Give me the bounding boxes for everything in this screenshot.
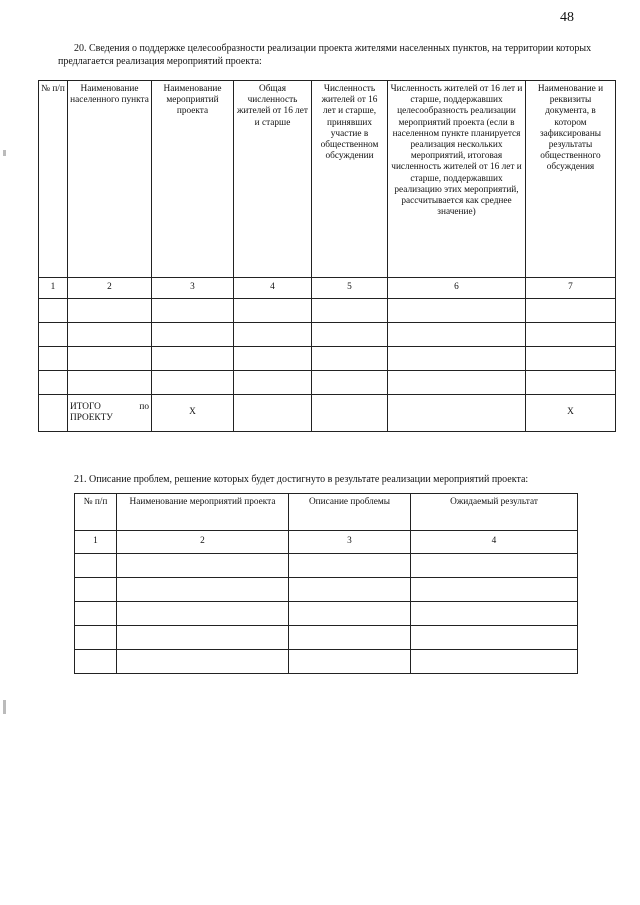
table-cell[interactable] <box>75 626 117 650</box>
section-21-title: 21. Описание проблем, решение которых будет достигнуто в результате реализации мероприятий проекта: <box>74 474 529 485</box>
total-row <box>39 395 616 432</box>
table-header-row <box>39 81 616 278</box>
table-cell[interactable] <box>234 371 312 395</box>
table-cell[interactable] <box>388 299 526 323</box>
col-number: 7 <box>526 278 616 299</box>
table-cell[interactable] <box>39 299 68 323</box>
table-cell[interactable] <box>411 602 578 626</box>
col-number: 1 <box>39 278 68 299</box>
table-cell[interactable] <box>68 371 152 395</box>
table-cell[interactable] <box>411 650 578 674</box>
header-problem: Описание проблемы <box>289 494 411 531</box>
table-cell <box>39 395 68 432</box>
total-label-line2: ПРОЕКТУ <box>70 413 113 423</box>
table-cell[interactable] <box>39 347 68 371</box>
col-number: 6 <box>388 278 526 299</box>
table-cell[interactable] <box>234 299 312 323</box>
col-number: 1 <box>75 531 117 554</box>
table-row <box>39 371 616 395</box>
table-cell[interactable] <box>411 578 578 602</box>
table-cell[interactable] <box>75 578 117 602</box>
table-cell[interactable] <box>234 395 312 432</box>
table-cell[interactable] <box>526 347 616 371</box>
table-cell[interactable] <box>526 299 616 323</box>
header-supporters: Численность жителей от 16 лет и старше, поддержавших целесообразность реализации мероприятий проекта (если в населенном пункте планируется реализация нескольких мероприятий, итоговая численность жителей от 16 лет и старше, поддержавших реализацию этих мероприятий, рассчитывается как среднее значение) <box>388 81 526 278</box>
table-row <box>75 602 578 626</box>
table-cell[interactable] <box>289 626 411 650</box>
support-table <box>38 80 616 432</box>
table-cell[interactable] <box>388 395 526 432</box>
table-cell[interactable] <box>312 299 388 323</box>
total-mark: X <box>526 395 616 432</box>
table-cell[interactable] <box>289 602 411 626</box>
table-cell[interactable] <box>289 578 411 602</box>
table-header-row <box>75 494 578 531</box>
problems-table <box>74 493 578 674</box>
column-number-row <box>75 531 578 554</box>
total-label-preposition: по <box>139 401 149 412</box>
col-number: 5 <box>312 278 388 299</box>
table-cell[interactable] <box>312 347 388 371</box>
table-cell[interactable] <box>411 626 578 650</box>
table-cell[interactable] <box>234 347 312 371</box>
column-number-row <box>39 278 616 299</box>
table-cell[interactable] <box>117 626 289 650</box>
table-cell[interactable] <box>312 371 388 395</box>
header-num: № п/п <box>39 81 68 278</box>
col-number: 4 <box>411 531 578 554</box>
table-row <box>75 578 578 602</box>
total-label <box>68 395 152 432</box>
table-cell[interactable] <box>75 602 117 626</box>
table-cell[interactable] <box>388 371 526 395</box>
table-cell[interactable] <box>289 554 411 578</box>
table-cell[interactable] <box>75 650 117 674</box>
total-mark: X <box>152 395 234 432</box>
table-cell[interactable] <box>39 371 68 395</box>
table-cell[interactable] <box>312 323 388 347</box>
header-settlement: Наименование населенного пункта <box>68 81 152 278</box>
header-document: Наименование и реквизиты документа, в котором зафиксированы результаты общественного обсуждения <box>526 81 616 278</box>
total-label-word: ИТОГО <box>70 401 101 412</box>
table-row <box>75 650 578 674</box>
table-cell[interactable] <box>117 602 289 626</box>
table-cell[interactable] <box>68 323 152 347</box>
table-cell[interactable] <box>388 347 526 371</box>
table-cell[interactable] <box>152 299 234 323</box>
table-cell[interactable] <box>75 554 117 578</box>
table-cell[interactable] <box>152 323 234 347</box>
table-row <box>39 323 616 347</box>
table-cell[interactable] <box>68 299 152 323</box>
table-cell[interactable] <box>117 578 289 602</box>
table-row <box>39 299 616 323</box>
table-cell[interactable] <box>289 650 411 674</box>
table-cell[interactable] <box>152 371 234 395</box>
table-cell[interactable] <box>411 554 578 578</box>
scan-margin-mark <box>3 150 6 156</box>
header-total-population: Общая численность жителей от 16 лет и старше <box>234 81 312 278</box>
section-20-title: 20. Сведения о поддержке целесообразности реализации проекта жителями населенных пунктов, на территории которых предлагается реализация мероприятий проекта: <box>58 43 592 67</box>
col-number: 3 <box>152 278 234 299</box>
col-number: 2 <box>68 278 152 299</box>
table-cell[interactable] <box>312 395 388 432</box>
col-number: 3 <box>289 531 411 554</box>
table-row <box>75 554 578 578</box>
page-number: 48 <box>560 10 574 25</box>
table-cell[interactable] <box>152 347 234 371</box>
header-expected-result: Ожидаемый результат <box>411 494 578 531</box>
col-number: 2 <box>117 531 289 554</box>
table-cell[interactable] <box>39 323 68 347</box>
table-cell[interactable] <box>117 554 289 578</box>
table-cell[interactable] <box>234 323 312 347</box>
table-row <box>75 626 578 650</box>
header-num: № п/п <box>75 494 117 531</box>
header-participants: Численность жителей от 16 лет и старше, принявших участие в общественном обсуждении <box>312 81 388 278</box>
scan-margin-mark <box>3 700 6 714</box>
header-activities: Наименование мероприятий проекта <box>117 494 289 531</box>
table-cell[interactable] <box>68 347 152 371</box>
table-cell[interactable] <box>526 323 616 347</box>
table-cell[interactable] <box>526 371 616 395</box>
table-row <box>39 347 616 371</box>
col-number: 4 <box>234 278 312 299</box>
header-activities: Наименование мероприятий проекта <box>152 81 234 278</box>
table-cell[interactable] <box>117 650 289 674</box>
table-cell[interactable] <box>388 323 526 347</box>
